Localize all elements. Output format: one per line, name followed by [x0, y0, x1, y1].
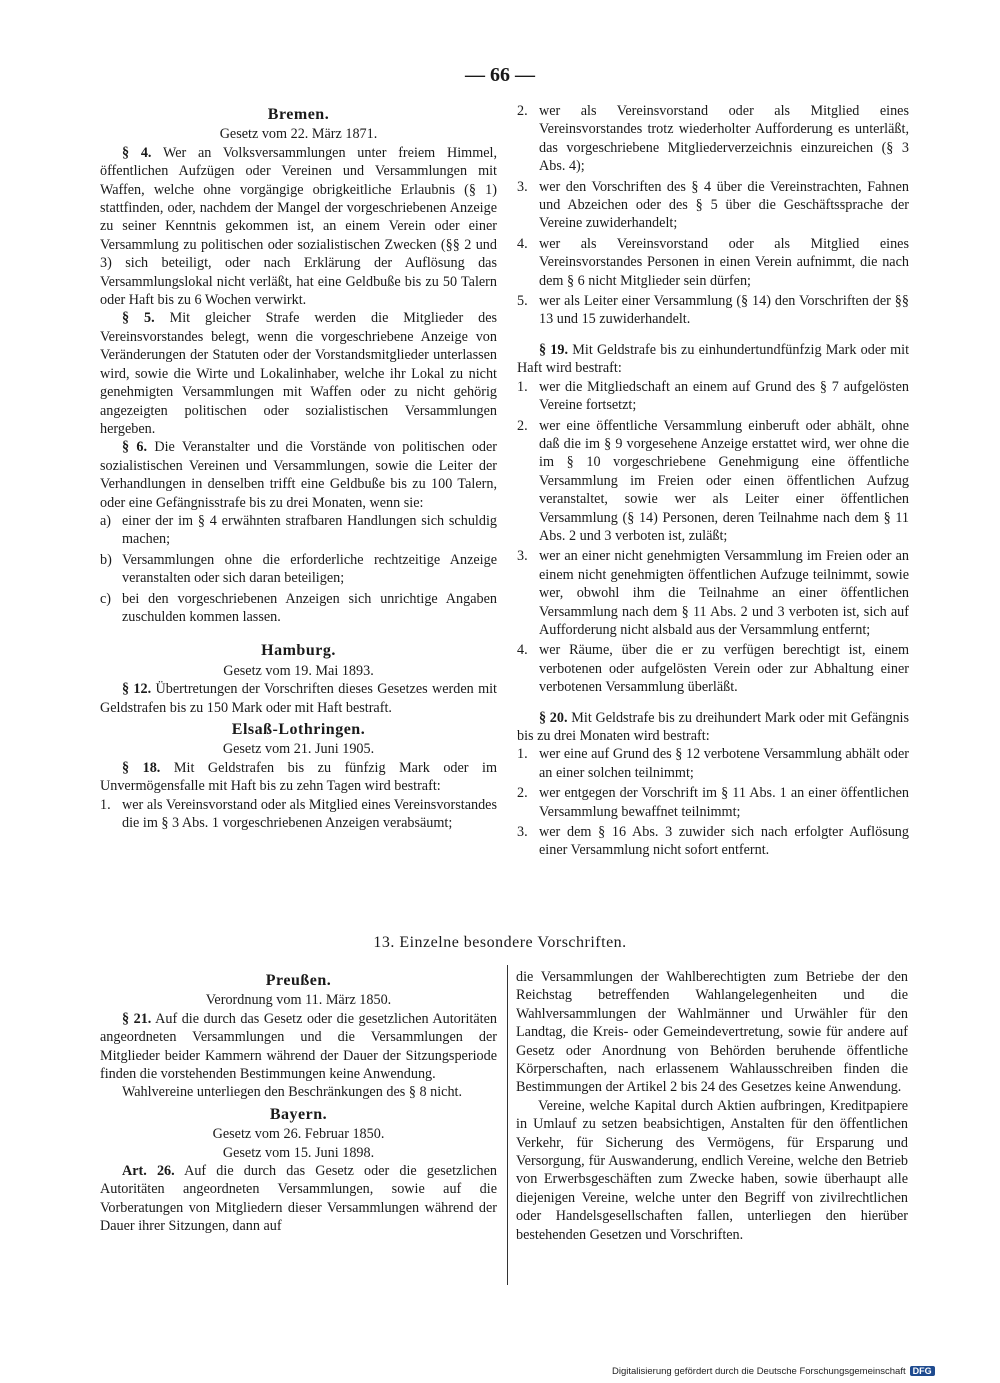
item-text: wer als Leiter einer Versammlung (§ 14) den Vorschriften der §§ 13 und 15 zuwiderhandelt.	[539, 293, 909, 328]
left-column-top	[100, 102, 497, 834]
continuation-paragraph: die Versammlungen der Wahlberechtigten zum Betriebe der den Reichstag betreffenden Wahlangelegenheiten und die Wahlversammlungen der Wahlmänner und Urwähler für den Landtag, die Kreis- oder Gemeindevertretung, sowie für andere auf Gesetz oder Anordnung von Behörden beruhende öffentliche Körperschaften, nach erlassenem Wahlausschreiben finden die Bestimmungen der Artikel 2 bis 24 des Gesetzes keine Anwendung.	[516, 969, 908, 1096]
list-item	[517, 641, 909, 696]
item-number: b)	[100, 551, 112, 568]
list-item	[517, 178, 909, 233]
paragraph-label: § 20.	[539, 709, 568, 726]
heading-bayern: Bayern.	[269, 1105, 328, 1123]
paragraph-text: Die Veranstalter und die Vorstände von politischen oder sozialistischen Vereinen und Versammlungen, sowie die Leiter der Verhandlungen in denselben trifft eine Geldbuße bis zu 100 Talern, oder eine Gefängnisstrafe bis zu drei Monaten, wenn sie:	[100, 439, 498, 511]
paragraph-text: Mit Geldstrafen bis zu fünfzig Mark oder im Unvermögensfalle mit Haft bis zu zehn Tagen wird bestraft:	[100, 759, 498, 795]
list-item	[100, 551, 497, 588]
list-item	[517, 102, 909, 176]
item-number: 4.	[517, 235, 528, 252]
item-number: 2.	[517, 785, 528, 802]
item-number: 3.	[517, 548, 528, 565]
article-text: Auf die durch das Gesetz oder die gesetzlichen Autoritäten angeordneten Versammlungen, sowie auf die Vorberatungen von Mitgliedern dieser Versammlungen während der Dauer ihrer Sitzungen, dann auf	[100, 1163, 497, 1235]
item-number: 5.	[517, 293, 528, 310]
list-item	[517, 784, 909, 821]
paragraph-20	[517, 709, 909, 746]
item-text: wer als Vereinsvorstand oder als Mitglied eines Vereinsvorstandes die im § 3 Abs. 1 vorgeschriebenen Anzeigen verabsäumt;	[122, 796, 497, 832]
paragraph-text: Mit Geldstrafe bis zu dreihundert Mark oder mit Gefängnis bis zu drei Monaten wird bestraft:	[517, 709, 910, 744]
item-number: 2.	[517, 103, 528, 119]
heading-bremen: Bremen.	[267, 106, 330, 123]
section-title: 13. Einzelne besondere Vorschriften.	[373, 934, 627, 951]
list-item	[100, 796, 497, 833]
law-preussen: Verordnung vom 11. März 1850.	[205, 992, 392, 1009]
list-item	[517, 745, 909, 782]
item-text: wer eine öffentliche Versammlung einberuft oder abhält, ohne daß die im § 9 vorgesehene Anzeige erstattet wird, wer ohne die im § 10 vorgeschriebene Genehmigung eine öffentliche Versammlung im Freien oder einen öffentlichen Aufzug veranstaltet, sowie wer als Leiter einer öffentlichen Versammlung (§ 14) Personen, deren Teilnahme nach dem § 11 Abs. 2 und 3 verboten ist, zuläßt;	[539, 417, 909, 544]
item-text: wer als Vereinsvorstand oder als Mitglied eines Vereinsvorstandes Personen in einen Verein aufnimmt, die nach dem § 6 nicht Mitglieder sein dürfen;	[539, 235, 909, 289]
paragraph-21	[100, 1010, 497, 1084]
item-number: 4.	[517, 642, 528, 659]
footer-text: Digitalisierung gefördert durch die Deutsche Forschungsgemeinschaft	[612, 1366, 906, 1377]
right-column-bottom	[516, 968, 908, 1244]
list-item	[100, 512, 497, 549]
paragraph-label: § 12.	[122, 681, 152, 698]
law-hamburg: Gesetz vom 19. Mai 1893.	[223, 662, 374, 679]
paragraph-label: § 21.	[122, 1010, 152, 1027]
paragraph-label: § 18.	[122, 759, 161, 776]
list-item	[517, 235, 909, 290]
item-text: bei den vorgeschriebenen Anzeigen sich unrichtige Angaben zuschulden kommen lassen.	[122, 590, 497, 625]
list-item	[517, 823, 909, 860]
item-number: 2.	[517, 417, 528, 434]
item-text: wer dem § 16 Abs. 3 zuwider sich nach erfolgter Auflösung einer Versammlung nicht sofort entfernt.	[539, 824, 909, 859]
item-text: wer Räume, über die er zu verfügen berechtigt ist, einem verbotenen oder aufgelösten Verein oder zur Abhaltung einer verbotenen Versammlung überläßt.	[539, 642, 909, 696]
heading-elsass: Elsaß-Lothringen.	[231, 721, 366, 738]
heading-hamburg: Hamburg.	[261, 642, 336, 660]
item-text: wer die Mitgliedschaft an einem auf Grund des § 7 aufgelösten Vereine fortsetzt;	[539, 378, 909, 414]
list-item	[517, 378, 909, 415]
list-item	[517, 292, 909, 329]
item-number: c)	[100, 590, 112, 607]
law-bayern-2: Gesetz vom 15. Juni 1898.	[222, 1144, 375, 1161]
dfg-logo: DFG	[910, 1366, 935, 1376]
item-text: wer den Vorschriften des § 4 über die Vereinstrachten, Fahnen und Abzeichen oder des § 5 über die Geschäftssprache der Vereine zuwiderhandelt;	[539, 178, 909, 232]
paragraph-label: § 4.	[122, 144, 152, 161]
item-text: Versammlungen ohne die erforderliche rechtzeitige Anzeige veranstalten oder sich daran beteiligen;	[122, 551, 497, 587]
item-number: 3.	[517, 178, 528, 195]
item-text: wer eine auf Grund des § 12 verbotene Versammlung abhält oder an einer solchen teilnimmt;	[539, 746, 909, 781]
paragraph-18	[100, 759, 497, 796]
law-bremen: Gesetz vom 22. März 1871.	[219, 126, 378, 143]
paragraph-text: Auf die durch das Gesetz oder die gesetzlichen Autoritäten angeordneten Versammlungen und die Versammlungen der Mitglieder beider Kammern während der Dauer der Sitzungsperiode finden die vorstehenden Bestimmungen keine Anwendung.	[100, 1010, 498, 1083]
item-number: 1.	[517, 746, 528, 763]
paragraph-12	[100, 680, 497, 717]
column-divider	[507, 965, 508, 1285]
item-text: einer der im § 4 erwähnten strafbaren Handlungen sich schuldig machen;	[122, 512, 497, 548]
paragraph-text: Übertretungen der Vorschriften dieses Gesetzes werden mit Geldstrafen bis zu 150 Mark oder mit Haft bestraft.	[100, 681, 497, 716]
paragraph-label: § 6.	[122, 439, 148, 456]
paragraph-text: Mit gleicher Strafe werden die Mitglieder des Vereinsvorstandes belegt, wenn die vorgeschriebene Anzeige von Veränderungen der Statuten oder der Vorstandsmitglieder unterlassen wird, sowie die Wirte und Lokalinhaber, welche ihr Lokal zu nicht genehmigten Versammlungen mit Waffen oder zu nicht gehörig angezeigten politischen oder sozialistischen Versammlungen hergeben.	[100, 310, 498, 437]
heading-preussen: Preußen.	[265, 972, 332, 989]
item-text: wer entgegen der Vorschrift im § 11 Abs. 1 an einer öffentlichen Versammlung bewaffnet teilnimmt;	[539, 785, 909, 820]
paragraph-text: Wer an Volksversammlungen unter freiem Himmel, öffentlichen Aufzügen oder Vereinen und Versammlungen mit Waffen, welche ohne vorgängige obrigkeitliche Erlaubnis (§ 1) stattfinden, oder, nachdem der Mangel der vorgeschriebenen Anzeige zu seiner Kenntnis gekommen ist, an einem Verein oder einer Versammlung zu politischen oder sozialistischen Zwecken (§§ 2 und 3) sich beteiligt, oder nach Erklärung der Auflösung das Versammlungslokal nicht verläßt, hat eine Geldbuße bis zu 50 Talern oder Haft bis zu 6 Wochen verwirkt.	[100, 144, 498, 309]
item-number: 1.	[517, 378, 528, 395]
law-elsass: Gesetz vom 21. Juni 1905.	[222, 741, 375, 758]
left-column-bottom	[100, 968, 497, 1236]
footer-credit	[612, 1366, 935, 1377]
item-number: 3.	[517, 824, 528, 841]
right-column-top	[517, 102, 909, 862]
paragraph-label: § 19.	[539, 341, 569, 358]
paragraph-6	[100, 438, 497, 512]
item-number: a)	[100, 512, 112, 529]
page-number: — 66 —	[465, 64, 535, 86]
paragraph-4	[100, 144, 497, 310]
paragraph-text: Mit Geldstrafe bis zu einhundertundfünfzig Mark oder mit Haft wird bestraft:	[517, 341, 910, 377]
wahlvereine-paragraph: Wahlvereine unterliegen den Beschränkungen des § 8 nicht.	[122, 1084, 463, 1101]
list-item	[100, 590, 497, 627]
article-label: Art. 26.	[122, 1163, 175, 1180]
paragraph-5	[100, 309, 497, 438]
article-26	[100, 1162, 497, 1236]
list-item	[517, 417, 909, 546]
list-item	[517, 547, 909, 639]
item-text: wer an einer nicht genehmigten Versammlung im Freien oder an einem nicht genehmigten öffentlichen Aufzuge teilnimmt, sowie wer, obwohl ihm die Teilnahme an einer öffentlichen Versammlung nach dem § 11 Abs. 2 und 3 verboten ist, sich auf Aufforderung nicht alsbald aus der Versammlung entfernt;	[539, 548, 909, 638]
paragraph-label: § 5.	[122, 310, 155, 327]
law-bayern-1: Gesetz vom 26. Februar 1850.	[212, 1126, 385, 1143]
vereine-paragraph: Vereine, welche Kapital durch Aktien aufbringen, Kreditpapiere in Umlauf zu setzen beabsichtigen, Anstalten für den öffentlichen Verkehr, für Sicherung des Vermögens, für Ersparung und Versorgung, für Auswanderung, endlich Vereine, welche den Betrieb von Erwerbsgeschäften zum Zwecke haben, sowie überhaupt alle diejenigen Vereine, welche unter den Begriff von zivilrechtlichen oder Handelsgesellschaften fallen, unterliegen den hierüber bestehenden Gesetzen und Vorschriften.	[516, 1097, 908, 1243]
paragraph-19	[517, 341, 909, 378]
item-number: 1.	[100, 796, 111, 813]
item-text: wer als Vereinsvorstand oder als Mitglied eines Vereinsvorstandes trotz wiederholter Aufforderung es unterläßt, das vorgeschriebene Mitgliederverzeichnis einzureichen (§ 3 Abs. 4);	[539, 103, 909, 175]
